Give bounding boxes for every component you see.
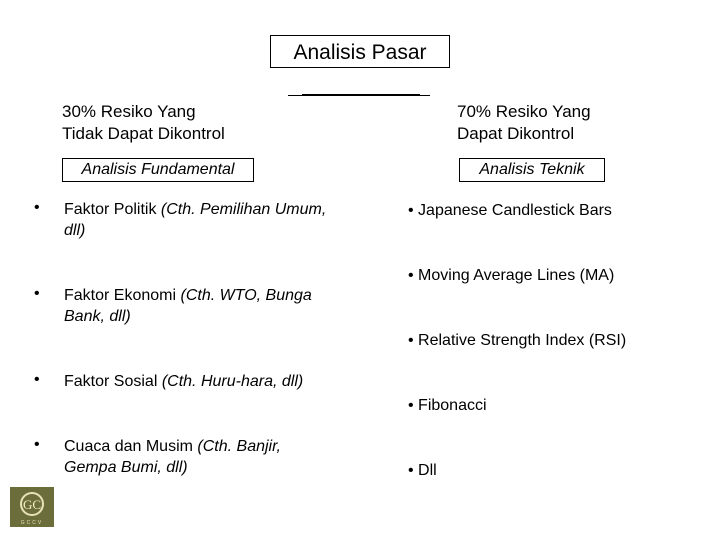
logo bbox=[10, 487, 54, 527]
item-example: (Cth. Banjir, Gempa Bumi, dll) bbox=[64, 438, 281, 476]
item-main: Faktor Ekonomi bbox=[64, 287, 177, 304]
left-item-ekonomi bbox=[64, 285, 334, 327]
item-main: Cuaca dan Musim bbox=[64, 438, 193, 455]
left-item-sosial bbox=[64, 371, 364, 392]
right-item-dll: • Dll bbox=[408, 462, 437, 479]
left-item-cuaca bbox=[64, 436, 334, 478]
logo-text: GC bbox=[22, 497, 42, 512]
left-risk-label bbox=[62, 101, 225, 145]
bullet-icon: • bbox=[34, 285, 40, 302]
title-box: Analisis Pasar bbox=[270, 35, 450, 68]
item-main: Faktor Politik bbox=[64, 201, 157, 218]
left-risk-line2: Tidak Dapat Dikontrol bbox=[62, 124, 225, 143]
bullet-icon: • bbox=[34, 199, 40, 216]
right-item-fibonacci: • Fibonacci bbox=[408, 397, 487, 414]
fundamental-box: Analisis Fundamental bbox=[62, 158, 254, 182]
item-example: (Cth. Pemilihan Umum, dll) bbox=[64, 201, 327, 239]
bullet-icon: • bbox=[34, 371, 40, 388]
right-risk-line1: 70% Resiko Yang bbox=[457, 102, 591, 121]
left-item-politik bbox=[64, 199, 334, 241]
logo-caption: GCCV bbox=[20, 520, 44, 526]
connector-line-bold bbox=[302, 94, 420, 96]
item-example: (Cth. WTO, Bunga Bank, dll) bbox=[64, 287, 312, 325]
technical-box: Analisis Teknik bbox=[459, 158, 605, 182]
item-example: (Cth. Huru-hara, dll) bbox=[157, 373, 304, 390]
right-item-candlestick: • Japanese Candlestick Bars bbox=[408, 202, 612, 219]
left-risk-line1: 30% Resiko Yang bbox=[62, 102, 196, 121]
right-item-ma: • Moving Average Lines (MA) bbox=[408, 267, 615, 284]
right-risk-label bbox=[457, 101, 591, 145]
item-main: Faktor Sosial bbox=[64, 373, 158, 390]
right-item-rsi: • Relative Strength Index (RSI) bbox=[408, 332, 627, 349]
bullet-icon: • bbox=[34, 436, 40, 453]
gc-logo-icon bbox=[10, 487, 54, 527]
right-risk-line2: Dapat Dikontrol bbox=[457, 124, 575, 143]
